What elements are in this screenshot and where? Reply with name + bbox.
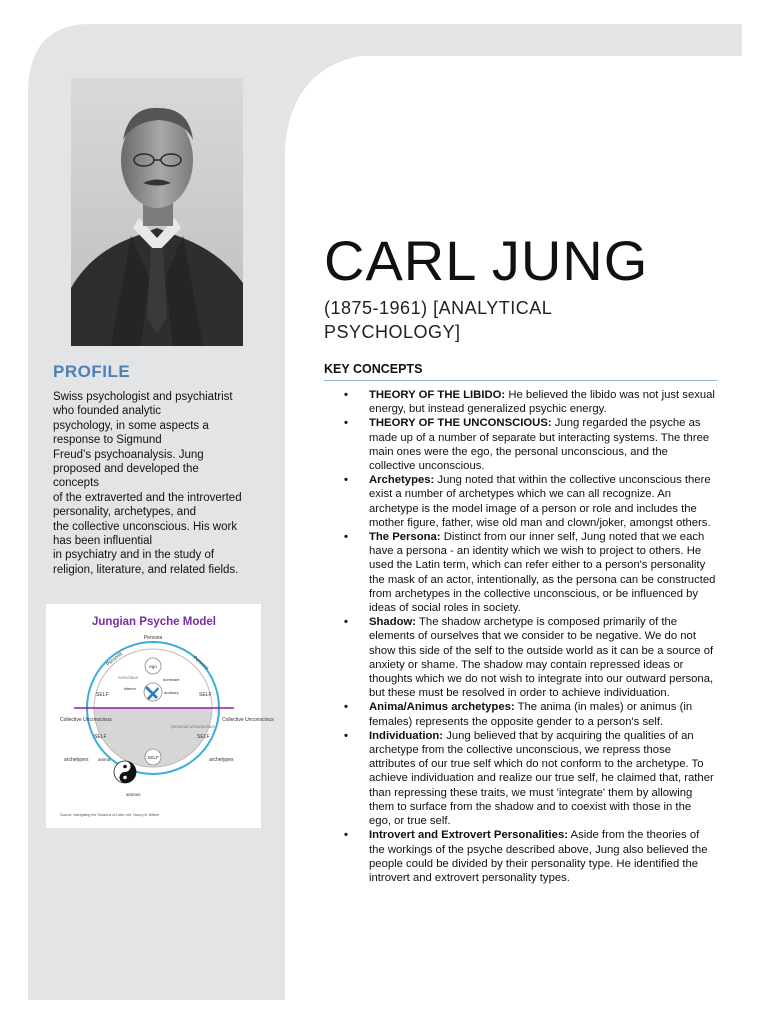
profile-line: in psychiatry and in the study of [53,549,215,562]
persona-right-label: Persona [191,654,210,672]
self-center-label: SELF [147,755,159,760]
bullet-icon: • [344,829,348,842]
concept-text: The anima (in males) or animus (in females) represents the opposite gender to a person's self. [369,701,693,728]
auxiliary-label: auxiliary [164,690,179,695]
profile-line: concepts [53,477,100,490]
animus-label: animus [126,792,141,797]
heading-divider [324,380,717,381]
page-title: CARL JUNG [324,229,649,292]
profile-heading: PROFILE [53,362,131,381]
collective-left-label: Collective Unconscious [60,717,112,723]
ego-label: ego [149,664,157,669]
profile-line: Freud’s psychoanalysis. Jung [53,448,204,461]
bullet-icon: • [344,729,348,742]
dominant-label: dominant [163,677,180,682]
self-br-label: SELF [197,734,210,740]
archetypes-left-label: archetypes [64,757,89,763]
list-item [324,473,716,530]
profile-line: the collective unconscious. His work [53,520,238,533]
profile-line: personality, archetypes, and [53,506,196,519]
concept-term: Shadow: [369,616,417,629]
list-item [324,700,716,728]
profile-line: proposed and developed the [53,463,199,476]
anima-label: anima [98,757,111,762]
concept-text: Jung noted that within the collective unconscious there exist a number of archetypes which we can all recognize. An archetype is the model image of a person or role and includes the mother figure, father, wise old man and clown/joker, amongst others. [369,474,711,529]
profile-line: who founded analytic [53,405,162,418]
profile-line: psychology, in some aspects a [53,419,209,432]
list-item [324,530,716,615]
concept-text: Aside from the theories of the workings of the psyche described above, Jung also believed the people could be divided by their personality type. He identified the introvert and extrovert personality types. [369,829,708,884]
profile-line: has been influential [53,535,153,548]
bullet-icon: • [344,389,348,401]
concept-term: Introvert and Extrovert Personalities: [369,829,569,842]
concept-text: Jung regarded the psyche as made up of a number of separate but interacting systems. The three main ones were the ego, the personal unconscious, and the collective unconscious. [369,417,710,473]
inferior-label: inferior [123,686,136,691]
collective-right-label: Collective Unconscious [222,717,274,723]
portrait-photo [71,78,243,346]
concept-text: Distinct from our inner self, Jung noted that we each have a persona - an identity which we wish to project to others. He used the Latin term, which can refer either to a person's personality the mask of an actor, intentionally, as the persona can be constructed from archetypes in the collective unconscious, or be influenced by ideas of social roles in society. [369,531,716,615]
diagram-title: Jungian Psyche Model [92,616,216,628]
list-item [324,615,716,700]
list-item [324,416,716,473]
jungian-psyche-diagram [46,604,274,828]
concept-term: Anima/Animus archetypes: [369,701,515,714]
list-item [324,729,716,828]
concept-term: The Persona: [369,531,441,544]
archetypes-right-label: archetypes [209,757,234,763]
concept-term: THEORY OF THE LIBIDO: [369,389,506,401]
bullet-icon: • [344,531,348,544]
bullet-icon: • [344,701,348,714]
bullet-icon: • [344,616,348,629]
concept-term: Individuation: [369,729,444,742]
profile-text [53,390,268,577]
concept-text: He believed the libido was not just sexual energy, but instead generalized psychic energy. [369,389,715,416]
bullet-icon: • [344,474,348,487]
key-concepts-list [324,388,716,885]
key-concepts-heading: KEY CONCEPTS [324,362,423,376]
concept-text: Jung believed that by acquiring the qualities of an archetype from the collective unconscious, we repress those attributes of our true self which do not conform to the archetype. To achieve individuation and realize our true self, he claimed that, rather than repressing these traits, we must 'integrate' them by allowing them to surface from the shadow and to coexist with those in the ego, or true self. [369,729,714,828]
list-item [324,388,716,416]
persona-top-label: Persona [143,635,163,641]
profile-line: response to Sigmund [53,434,162,447]
profile-line: Swiss psychologist and psychiatrist [53,391,233,403]
self-bl-label: SELF [94,734,107,740]
page-subtitle: (1875-1961) [ANALYTICAL PSYCHOLOGY] [324,298,552,342]
personal-unconscious-label: personal unconscious [171,724,215,729]
concept-term: THEORY OF THE UNCONSCIOUS: [369,417,552,430]
profile-line: of the extraverted and the introverted [53,491,242,504]
self-tr-label: SELF [199,692,212,698]
concept-text: The shadow archetype is composed primarily of the elements of ourselves that we consider to be negative. We do not show this side of the self to the outside world as it can be a source of anxiety or shame. The shadow may contain repressed ideas or thoughts which we do not wish to integrate into our outward persona, but these must be resolved in order to achieve individuation. [369,616,714,700]
conscious-label: conscious [118,675,139,680]
bullet-icon: • [344,417,348,430]
self-tl-label: SELF [96,692,109,698]
diagram-source: Source: Navigating the Seasons of Later Life, Nancy B. Millner [60,813,160,817]
persona-left-label: Persona [105,650,124,668]
profile-line: religion, literature, and related fields. [53,563,239,576]
yin-yang-icon [114,761,136,783]
concept-term: Archetypes: [369,474,435,487]
list-item [324,828,716,885]
